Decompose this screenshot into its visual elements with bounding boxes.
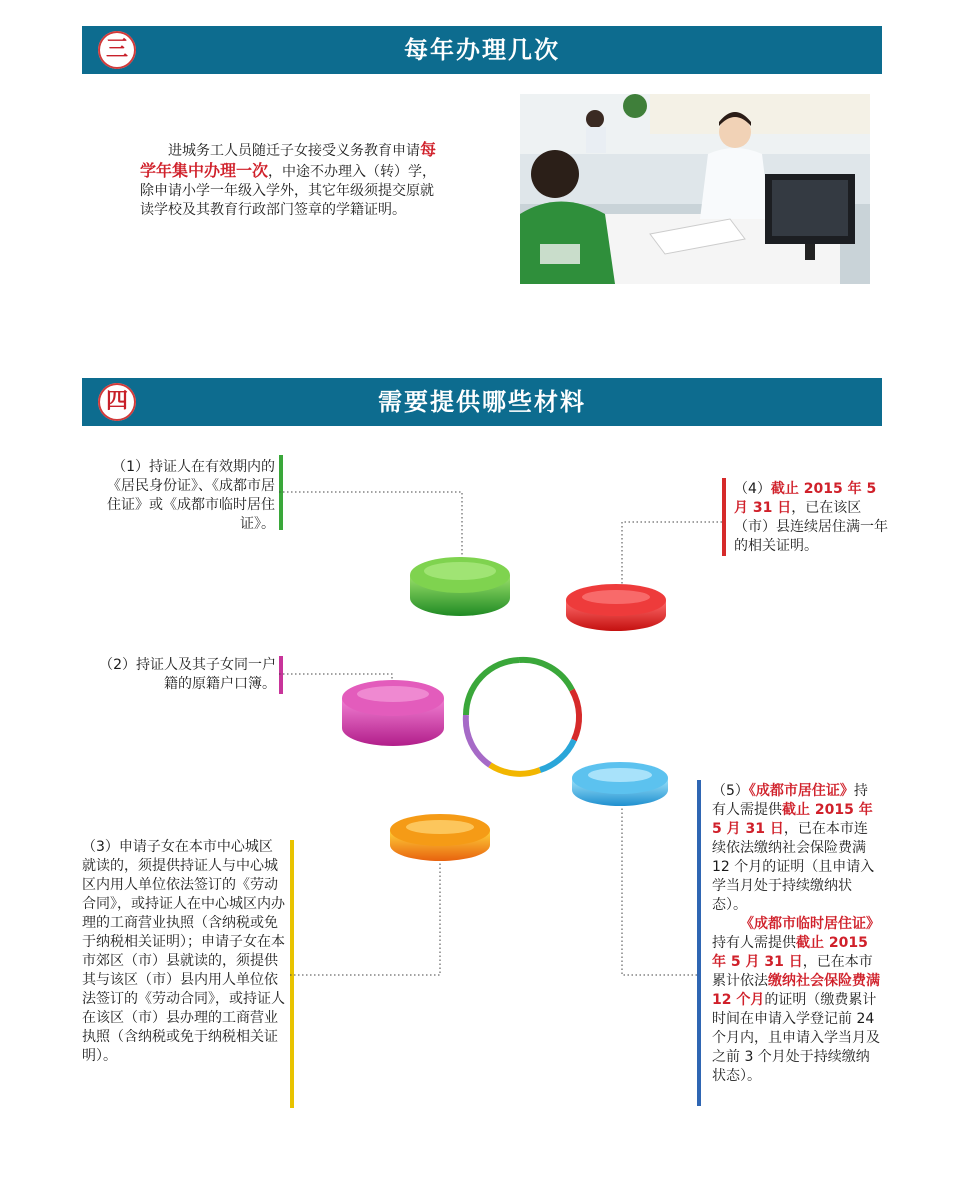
service-counter-photo (520, 94, 870, 284)
item-5-b-date: 截止 2015 年 5 月 31 日 (712, 935, 868, 970)
materials-diagram (0, 440, 960, 1140)
item-3-text: （3）申请子女在本市中心城区就读的，须提供持证人与中心城区内用人单位依法签订的《劳动合同》，或持证人在中心城区内办理的工商营业执照（含纳税或免于纳税相关证明）；申请子女在本市郊区（市）县就读的，须提供其与该区（市）县内用人单位依法签订的《劳动合同》，或持证人在该区（市）县办理的工商营业执照（含纳税或免于纳税相关证明）。 (82, 839, 285, 1064)
item-2-text: （2）持证人及其子女同一户籍的原籍户口簿。 (99, 657, 276, 692)
item-5-b-emphasis: 缴纳社会保险费满 12 个月 (712, 973, 880, 1008)
item-5-a-date: 截止 2015 年 5 月 31 日 (712, 802, 873, 837)
item-5-a-title: 《成都市居住证》 (748, 783, 854, 799)
item-5-prefix: （5） (712, 783, 749, 799)
item-1-text: （1）持证人在有效期内的《居民身份证》、《成都市居住证》或《成都市临时居住证》。 (107, 459, 275, 532)
item-4-emphasis: 截止 2015 年 5 月 31 日 (734, 481, 877, 516)
section-3-paragraph (140, 140, 440, 220)
item-5-b-mid: 持有人需提供 (712, 935, 796, 951)
orange-puck (390, 814, 490, 861)
section-3-banner (82, 26, 882, 74)
magenta-puck (342, 680, 444, 746)
item-4-rest: ，已在该区（市）县连续居住满一年的相关证明。 (734, 500, 888, 554)
section-3-title: 每年办理几次 (404, 36, 560, 64)
item-5-a-rest: ，已在本市连续依法缴纳社会保险费满 12 个月的证明（且申请入学当月处于持续缴纳状态）。 (712, 821, 875, 913)
color-ring (466, 660, 579, 774)
section-4-title: 需要提供哪些材料 (378, 388, 586, 416)
item-4-prefix: （4） (734, 481, 771, 497)
red-puck (566, 584, 666, 631)
leader-item-3 (290, 852, 440, 975)
item-5-a-mid: 持有人需提供 (712, 783, 868, 818)
item-5-b-rest: 的证明（缴费累计时间在申请入学登记前 24 个月内，且申请入学当月及之前 3 个月处于持续缴纳状态）。 (712, 992, 880, 1084)
blue-puck (572, 762, 668, 806)
green-puck (410, 557, 510, 616)
section-4-number: 四 (98, 383, 136, 421)
section-4-banner (82, 378, 882, 426)
section-3-number: 三 (98, 31, 136, 69)
item-5-b-title: 《成都市临时居住证》 (740, 916, 880, 932)
section-3-text-b: ，中途不办理入（转）学，除申请小学一年级入学外，其它年级须提交原就读学校及其教育行政部门签章的学籍证明。 (140, 164, 437, 218)
section-3-text-a: 进城务工人员随迁子女接受义务教育申请 (168, 143, 420, 159)
item-5-b-mid2: ，已在本市累计依法 (712, 954, 873, 989)
section-3-emphasis: 每学年集中办理一次 (140, 140, 437, 180)
leader-item-5 (622, 785, 697, 975)
